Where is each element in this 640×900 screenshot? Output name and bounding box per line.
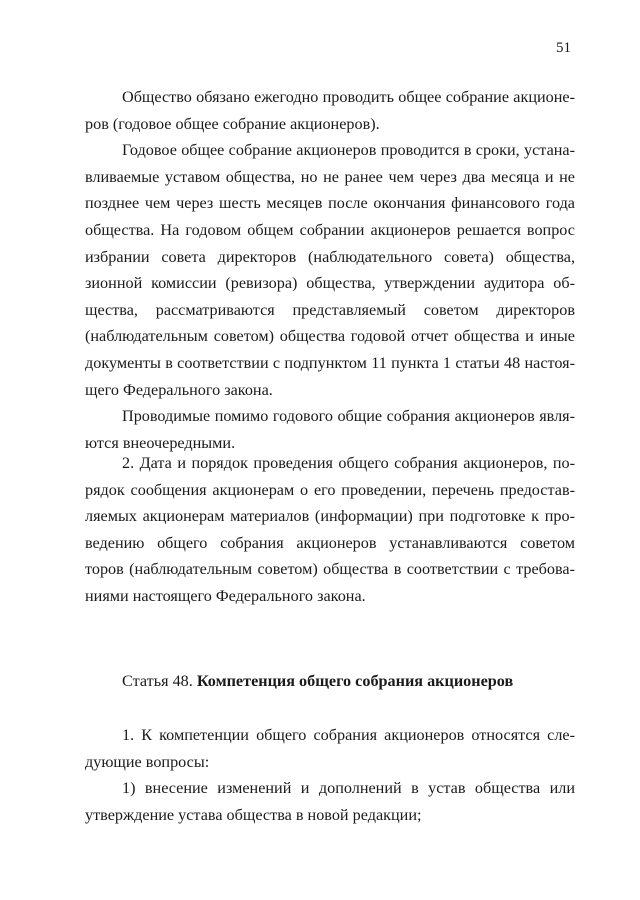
paragraph-line: щего Федерального закона. (85, 380, 273, 399)
article-number: Статья 48. (122, 672, 197, 690)
paragraph-line: ются внеочередными. (85, 433, 236, 452)
paragraph-line: Проводимые помимо годового общие собрания акционеров явля- (122, 407, 575, 426)
paragraph-line: рядок сообщения акционерам о его проведении, перечень предостав- (85, 480, 575, 499)
paragraph-line: документы в соответствии с подпунктом 11 пункта 1 статьи 48 настоя- (85, 353, 575, 372)
paragraph-line: Годовое общее собрание акционеров проводится в сроки, устана- (122, 141, 575, 160)
article-47-text (85, 84, 575, 456)
paragraph-line: ляемых акционерам материалов (информации) при подготовке к про- (85, 507, 575, 526)
paragraph-line: щества, рассматриваются представляемый советом директоров (85, 300, 575, 319)
heading-line (85, 668, 575, 695)
paragraph-line: дующие вопросы: (85, 752, 210, 771)
paragraph-line: 1) внесение изменений и дополнений в устав общества или (122, 779, 575, 798)
paragraph-line: 2. Дата и порядок проведения общего собрания акционеров, по- (122, 454, 575, 472)
article-47-point-2 (85, 450, 575, 610)
paragraph-line: позднее чем через шесть месяцев после окончания финансового года (85, 194, 575, 213)
paragraph-line: ведению общего собрания акционеров устанавливаются советом (85, 533, 575, 552)
paragraph-line: избрании совета директоров (наблюдательного совета) общества, (85, 247, 575, 266)
paragraph-line: торов (наблюдательным советом) общества в соответствии с требова- (85, 560, 575, 579)
paragraph-line: ров (годовое общее собрание акционеров). (85, 114, 380, 133)
paragraph-line: (наблюдательным советом) общества годовой отчет общества и иные (85, 327, 575, 346)
article-title: Компетенция общего собрания акционеров (196, 672, 514, 690)
paragraph-line: Общество обязано ежегодно проводить общее собрание акционе- (122, 88, 575, 106)
page-number: 51 (556, 40, 571, 56)
article-48-text (85, 722, 575, 828)
paragraph-line: утверждение устава общества в новой редакции; (85, 805, 422, 824)
article-48-heading (85, 668, 575, 695)
paragraph-line: зионной комиссии (ревизора) общества, утверждении аудитора об- (85, 274, 575, 293)
paragraph-line: 1. К компетенции общего собрания акционеров относятся сле- (122, 726, 575, 744)
paragraph-line: вливаемые уставом общества, но не ранее чем через два месяца и не (85, 167, 575, 186)
paragraph-line: ниями настоящего Федерального закона. (85, 586, 366, 605)
paragraph-line: общества. На годовом общем собрании акционеров решается вопрос (85, 220, 575, 239)
